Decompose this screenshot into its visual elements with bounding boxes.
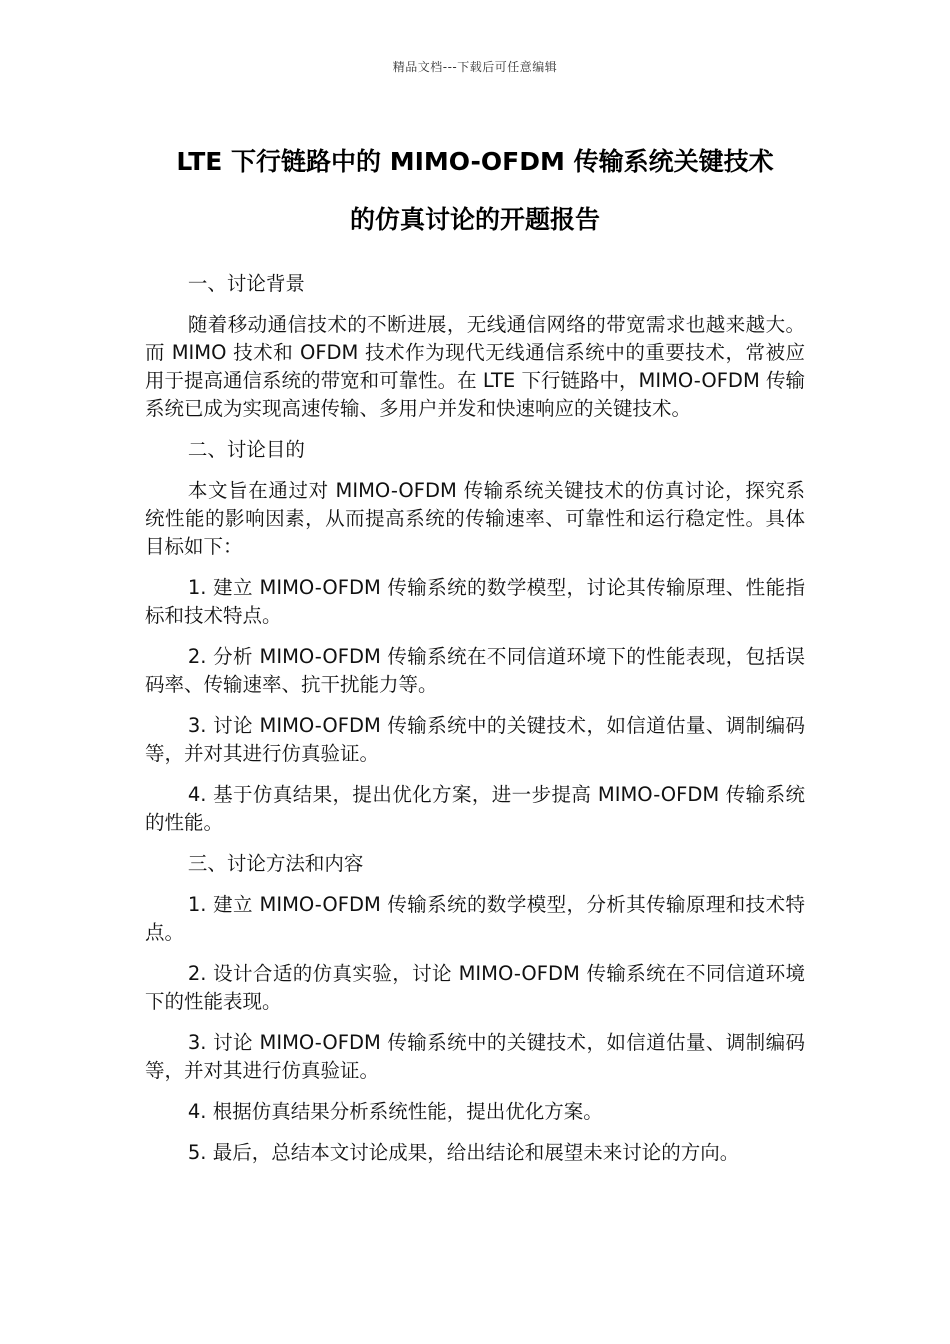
header-note: 精品文档---下载后可任意编辑	[392, 60, 558, 74]
document-body	[145, 270, 805, 1180]
list-item: 4. 根据仿真结果分析系统性能，提出优化方案。	[187, 1100, 603, 1123]
list-item: 5. 最后，总结本文讨论成果，给出结论和展望未来讨论的方向。	[187, 1141, 740, 1164]
paragraph: 随着移动通信技术的不断进展，无线通信网络的带宽需求也越来越大。而 MIMO 技术和 OFDM 技术作为现代无线通信系统中的重要技术，常被应用于提高通信系统的带宽和可靠性。在 LTE 下行链路中，MIMO-OFDM 传输系统已成为实现高速传输、多用户并发和快速响应的关键技术。	[145, 313, 805, 420]
section-heading: 二、讨论目的	[187, 438, 305, 461]
list-item: 2. 设计合适的仿真实验，讨论 MIMO-OFDM 传输系统在不同信道环境下的性能表现。	[145, 962, 805, 1013]
title-line-1: LTE 下行链路中的 MIMO-OFDM 传输系统关键技术	[176, 147, 774, 176]
title-line-2: 的仿真讨论的开题报告	[349, 205, 600, 234]
list-item: 2. 分析 MIMO-OFDM 传输系统在不同信道环境下的性能表现，包括误码率、传输速率、抗干扰能力等。	[145, 645, 805, 696]
section-methods	[145, 850, 805, 1167]
list-item: 3. 讨论 MIMO-OFDM 传输系统中的关键技术，如信道估量、调制编码等，并对其进行仿真验证。	[145, 1031, 805, 1082]
list-item: 3. 讨论 MIMO-OFDM 传输系统中的关键技术，如信道估量、调制编码等，并对其进行仿真验证。	[145, 714, 805, 765]
section-heading: 一、讨论背景	[187, 272, 305, 295]
list-item: 4. 基于仿真结果，提出优化方案，进一步提高 MIMO-OFDM 传输系统的性能。	[145, 783, 805, 834]
document-title	[145, 133, 805, 249]
list-item: 1. 建立 MIMO-OFDM 传输系统的数学模型，讨论其传输原理、性能指标和技术特点。	[145, 576, 805, 627]
list-item: 1. 建立 MIMO-OFDM 传输系统的数学模型，分析其传输原理和技术特点。	[145, 893, 805, 944]
section-heading: 三、讨论方法和内容	[187, 852, 364, 875]
section-background	[145, 270, 805, 423]
paragraph: 本文旨在通过对 MIMO-OFDM 传输系统关键技术的仿真讨论，探究系统性能的影响因素，从而提高系统的传输速率、可靠性和运行稳定性。具体目标如下：	[145, 479, 805, 558]
section-purpose	[145, 436, 805, 837]
